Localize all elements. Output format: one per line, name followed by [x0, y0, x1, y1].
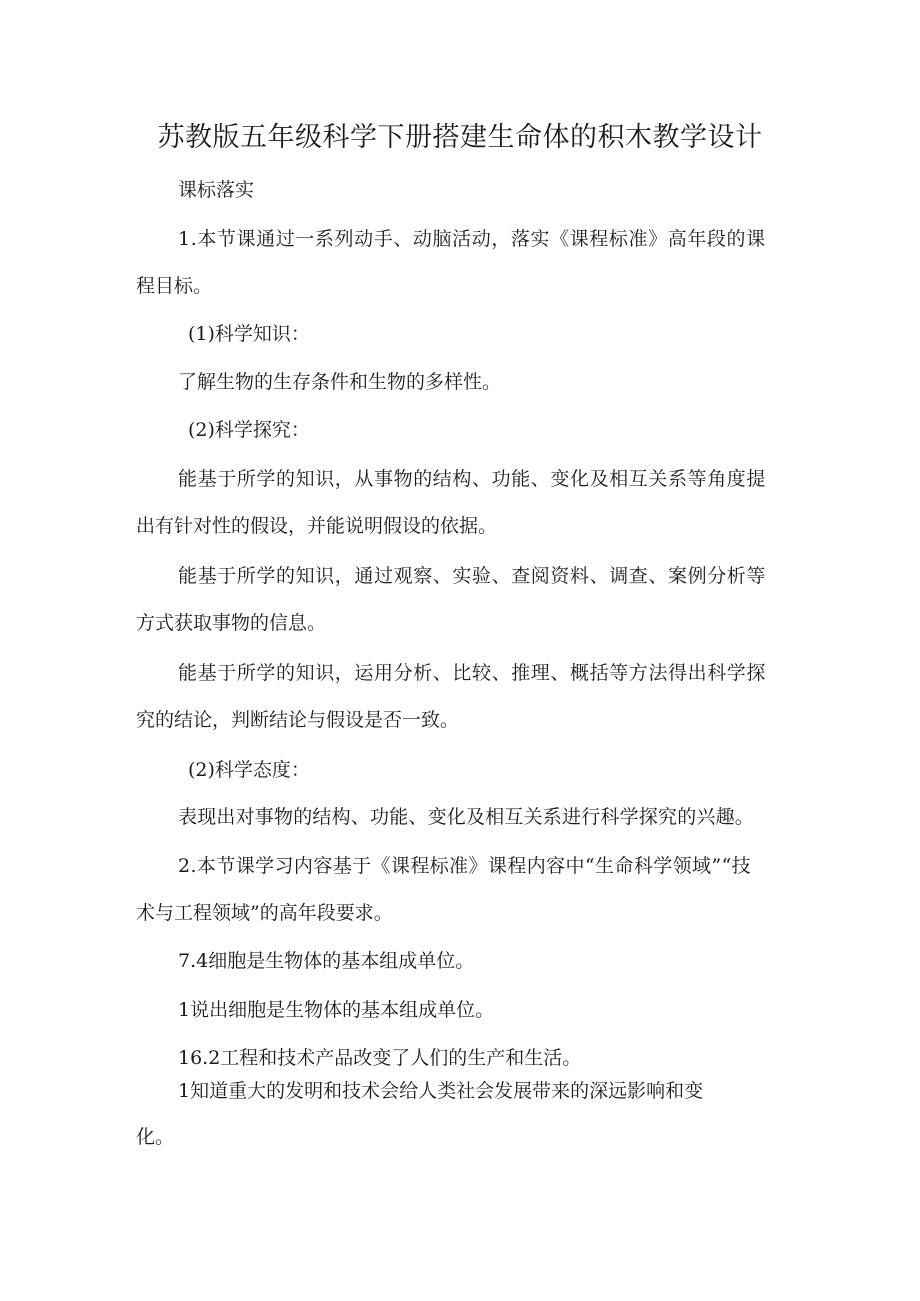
paragraph-line: 1.本节课通过一系列动手、动脑活动，落实《课程标准》高年段的课 [178, 228, 766, 250]
section-heading: 课标落实 [178, 179, 255, 201]
paragraph-line: 能基于所学的知识，通过观察、实验、查阅资料、调查、案例分析等 [178, 565, 767, 587]
document-title: 苏教版五年级科学下册搭建生命体的积木教学设计 [157, 122, 763, 153]
subheading-science-inquiry: (2)科学探究： [188, 419, 310, 441]
paragraph-line: 16.2工程和技术产品改变了人们的生产和生活。 [178, 1047, 582, 1069]
paragraph-line: 表现出对事物的结构、功能、变化及相互关系进行科学探究的兴趣。 [178, 806, 755, 828]
paragraph-line: 能基于所学的知识，从事物的结构、功能、变化及相互关系等角度提 [178, 468, 767, 490]
paragraph-line: 出有针对性的假设，并能说明假设的依据。 [136, 515, 498, 537]
paragraph-line: 了解生物的生存条件和生物的多样性。 [178, 371, 502, 393]
paragraph-line: 7.4细胞是生物体的基本组成单位。 [178, 950, 475, 972]
subheading-science-knowledge: (1)科学知识： [188, 323, 310, 345]
paragraph-line: 程目标。 [136, 275, 213, 297]
paragraph-line: 术与工程领域”的高年段要求。 [136, 902, 393, 924]
paragraph-line: 1知道重大的发明和技术会给人类社会发展带来的深远影响和变 [178, 1080, 704, 1102]
paragraph-line: 化。 [136, 1126, 175, 1148]
paragraph-line: 能基于所学的知识，运用分析、比较、推理、概括等方法得出科学探 [178, 662, 767, 684]
paragraph-line: 2.本节课学习内容基于《课程标准》课程内容中“生命科学领域”“技 [178, 855, 752, 877]
paragraph-line: 方式获取事物的信息。 [136, 612, 327, 634]
paragraph-line: 1说出细胞是生物体的基本组成单位。 [178, 999, 495, 1021]
subheading-science-attitude: (2)科学态度： [188, 759, 310, 781]
paragraph-line: 究的结论，判断结论与假设是否一致。 [136, 709, 460, 731]
